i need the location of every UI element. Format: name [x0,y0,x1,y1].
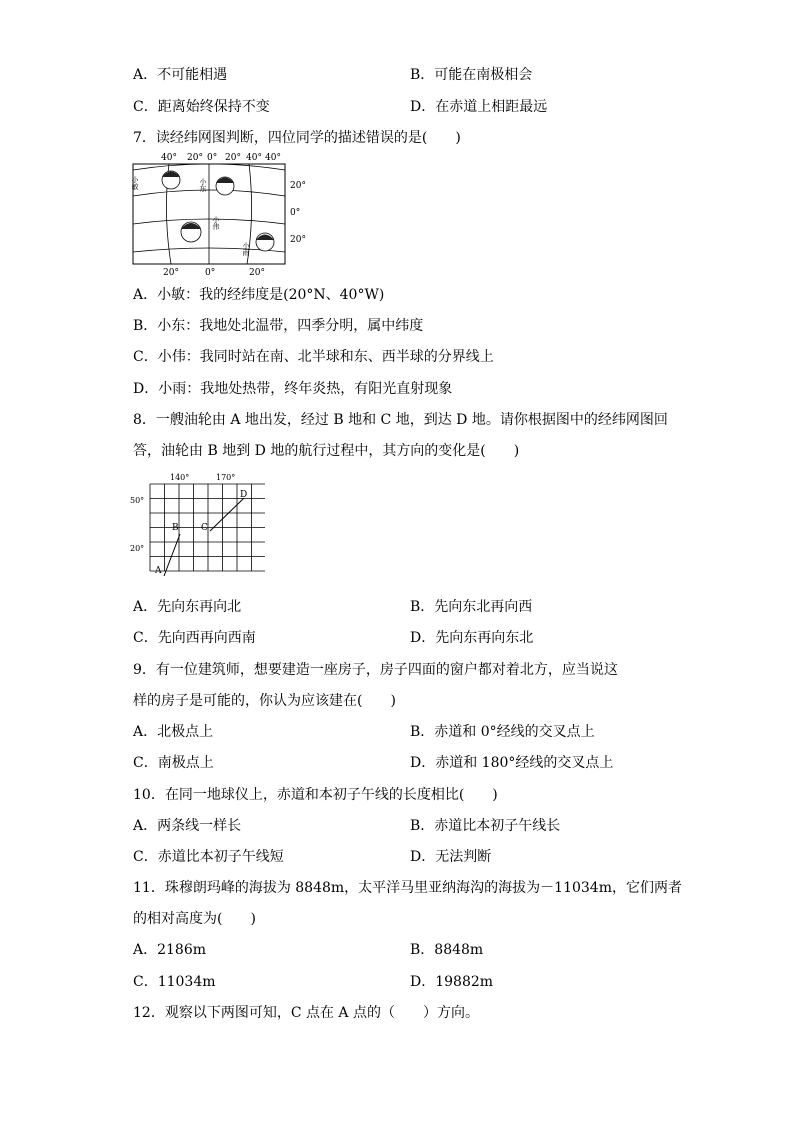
q7-top-label: 20° [225,153,241,163]
q7-top-label: 40° [246,153,262,163]
q8-lat-label: 50° [130,496,145,505]
q8-stem-line-1: 8．一艘油轮由 A 地出发，经过 B 地和 C 地，到达 D 地。请你根据图中的经纬网图回 [133,412,668,428]
q7-option-c: C．小伟：我同时站在南、北半球和东、西半球的分界线上 [133,349,494,365]
q7-name-label: 小雨 [242,242,250,256]
q7-name-label: 小伟 [212,216,220,230]
q7-graticule-figure [125,148,325,278]
q9-option-c: C．南极点上 [133,755,214,771]
route-a-to-b [164,534,180,576]
q11-stem-line-2: 的相对高度为( ) [133,911,256,927]
q9-option-b: B．赤道和 0°经线的交叉点上 [410,724,595,740]
q8-lon-label: 170° [216,473,236,482]
q7-stem: 7．读经纬网图判断，四位同学的描述错误的是( ) [133,130,461,146]
q7-top-label: 0° [207,153,218,163]
q11-option-a: A．2186m [133,942,207,958]
q6-option-c: C．距离始终保持不变 [133,99,270,115]
q7-bottom-label: 20° [249,268,265,278]
q11-stem-line-1: 11．珠穆朗玛峰的海拔为 8848m，太平洋马里亚纳海沟的海拔为－11034m，它们两者 [133,880,682,896]
q8-stem-line-2: 答，油轮由 B 地到 D 地的航行过程中，其方向的变化是( ) [133,443,520,459]
route-c-to-d [210,498,244,531]
q7-option-a: A．小敏：我的经纬度是(20°N、40°W) [133,287,385,303]
q7-bottom-label: 20° [163,268,179,278]
q6-option-d: D．在赤道上相距最远 [410,99,548,115]
q10-option-b: B．赤道比本初子午线长 [410,818,561,834]
q9-option-a: A．北极点上 [133,724,214,740]
q9-stem-line-2: 样的房子是可能的，你认为应该建在( ) [133,693,396,709]
q7-option-b: B．小东：我地处北温带，四季分明，属中纬度 [133,318,424,334]
q11-option-b: B．8848m [410,942,484,958]
q7-name-label: 小敏 [131,176,139,190]
q7-right-label: 20° [290,235,306,245]
student-figure-xiaomin [131,171,181,191]
q10-stem: 10．在同一地球仪上，赤道和本初子午线的长度相比( ) [133,787,498,803]
q8-point-label: C [201,523,208,533]
q7-name-label: 小东 [199,178,207,192]
student-figure-xiaoyu [242,233,275,257]
q11-option-d: D．19882m [410,974,494,990]
q11-option-c: C．11034m [133,974,216,990]
q6-option-b: B．可能在南极相会 [410,67,533,83]
q7-bottom-label: 0° [205,268,216,278]
q10-option-d: D．无法判断 [410,849,492,865]
q10-option-a: A．两条线一样长 [133,818,242,834]
q7-top-label: 40° [265,153,281,163]
q8-option-a: A．先向东再向北 [133,599,242,615]
q9-stem-line-1: 9．有一位建筑师，想要建造一座房子，房子四面的窗户都对着北方，应当说这 [133,662,618,678]
q6-option-a: A．不可能相遇 [133,67,228,83]
q8-point-label: D [240,490,248,500]
q8-option-b: B．先向东北再向西 [410,599,533,615]
q9-option-d: D．赤道和 180°经线的交叉点上 [410,755,614,771]
q7-option-d: D．小雨：我地处热带，终年炎热，有阳光直射现象 [133,381,453,397]
q10-option-c: C．赤道比本初子午线短 [133,849,284,865]
q7-right-label: 0° [290,208,301,218]
q7-right-label: 20° [290,181,306,191]
q8-point-label: B [172,523,179,533]
q8-option-c: C．先向西再向西南 [133,630,256,646]
q8-point-label: A [155,566,162,576]
q8-grid-figure [130,470,265,582]
student-figure-xiaodong [199,177,235,195]
q8-option-d: D．先向东再向东北 [410,630,534,646]
q7-top-label: 20° [187,153,203,163]
q8-lat-label: 20° [130,544,145,553]
q7-top-label: 40° [161,153,177,163]
q8-lon-label: 140° [170,473,190,482]
q12-stem: 12．观察以下两图可知，C 点在 A 点的（ ）方向。 [133,1005,479,1021]
